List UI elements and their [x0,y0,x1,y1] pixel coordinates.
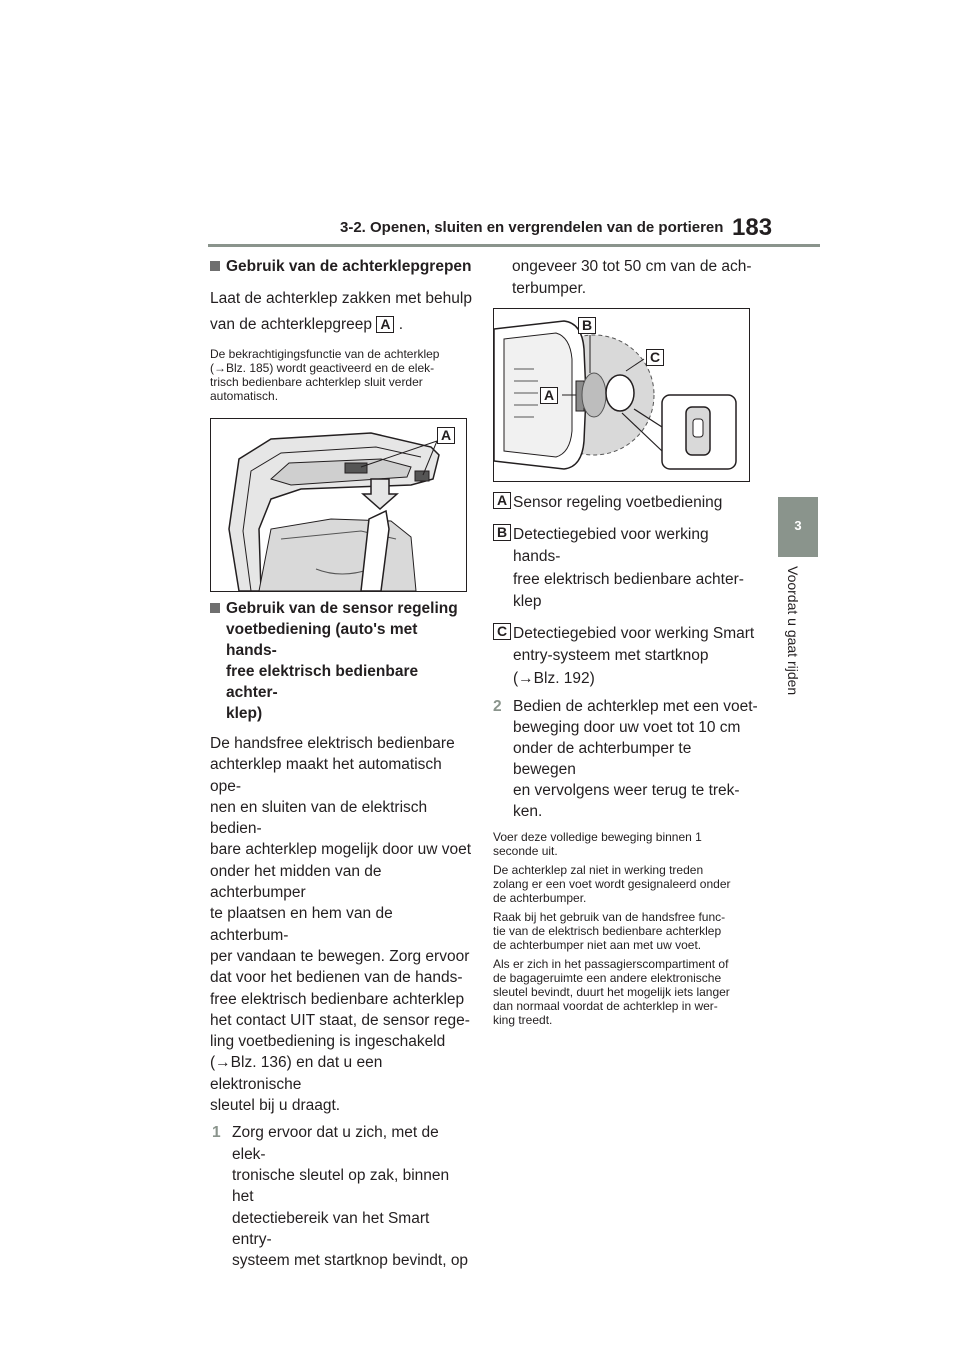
notes [493,830,758,1027]
left-column-lower [210,598,472,1271]
paragraph-achterklepgreep: Laat de achterklep zakken met behulp van de achterklepgreep A . [210,290,472,333]
square-bullet-icon [210,261,220,271]
chapter-number: 3 [794,518,802,533]
step-2: 2 Bedien de achterklep met een voet- beweging door uw voet tot 10 cm onder de achterbumper te bewegen en vervolgens weer terug te trek- ken. [493,698,758,820]
heading-sensor-voetbediening: Gebruik van de sensor regeling voetbediening (auto's met hands- free elektrisch bedienbare achter- klep) [210,598,472,724]
legend-item-c: C Detectiegebied voor werking Smart entry-systeem met startknop (→Blz. 192) [493,623,758,691]
figure2-label-c: C [646,349,664,366]
legend-item-b: B Detectiegebied voor werking hands- free elektrisch bedienbare achter- klep [493,524,758,614]
step-1: 1 Zorg ervoor dat u zich, met de elek- tronische sleutel op zak, binnen het detectiebereik van het Smart entry- systeem met startknop bevindt, op [212,1124,469,1270]
detection-area-illustration [494,309,749,481]
figure2-label-b: B [578,317,596,334]
page-number: 183 [732,214,773,241]
step-1-number: 1 [212,1124,221,1142]
figure-sensor-detection [493,308,750,482]
tailgate-illustration [211,419,466,591]
note-3: Raak bij het gebruik van de handsfree func- tie van de elektrisch bedienbare achterklep de achterbumper niet aan met uw voet. [493,910,726,952]
step-1-continued: ongeveer 30 tot 50 cm van de ach- terbumper. [512,258,752,297]
header-rule [208,244,820,247]
figure2-label-a: A [540,387,558,404]
legend-label-b: B [493,524,511,541]
legend-label-a: A [493,492,511,509]
legend-item-a: A Sensor regeling voetbediening [493,492,758,515]
note-4: Als er zich in het passagierscompartiment of de bagageruimte een andere elektronische sleutel bevindt, duurt het mogelijk iets langer dan normaal voordat de achterklep in wer- king treedt. [493,957,730,1027]
legend [493,492,758,1027]
legend-label-c: C [493,623,511,640]
step-2-number: 2 [493,698,502,715]
left-column [210,256,472,403]
note-bekrachtiging: De bekrachtigingsfunctie van de achterklep (→Blz. 185) wordt geactiveerd en de elek- trisch bedienbare achterklep sluit verder automatisch. [210,347,440,403]
note-2: De achterklep zal niet in werking treden zolang er een voet wordt gesignaleerd onder de achterbumper. [493,863,731,905]
chapter-title: Voordat u gaat rijden [785,566,801,696]
square-bullet-icon [210,603,220,613]
heading-achterklepgrepen: Gebruik van de achterklepgrepen [210,256,472,277]
figure-tailgate-handle [210,418,467,592]
figure1-label-a: A [437,427,455,444]
paragraph-handsfree: De handsfree elektrisch bedienbare achterklep maakt het automatisch ope- nen en sluiten van de elektrisch bedien- bare achterklep mogelijk door uw voet onder het midden van de achterbumper te plaatsen en hem van de achterbum- per vandaan te bewegen. Zorg ervoor dat voor het bedienen van de hands- free elektrisch bedienbare achterklep het contact UIT staat, de sensor rege- ling voetbediening is ingeschakeld (→Blz. 136) en dat u een elektronische sleutel bij u draagt. [210,735,472,1115]
note-1: Voer deze volledige beweging binnen 1 seconde uit. [493,830,702,858]
section-title: 3-2. Openen, sluiten en vergrendelen van de portieren [340,219,724,236]
label-a-inline: A [376,316,394,333]
